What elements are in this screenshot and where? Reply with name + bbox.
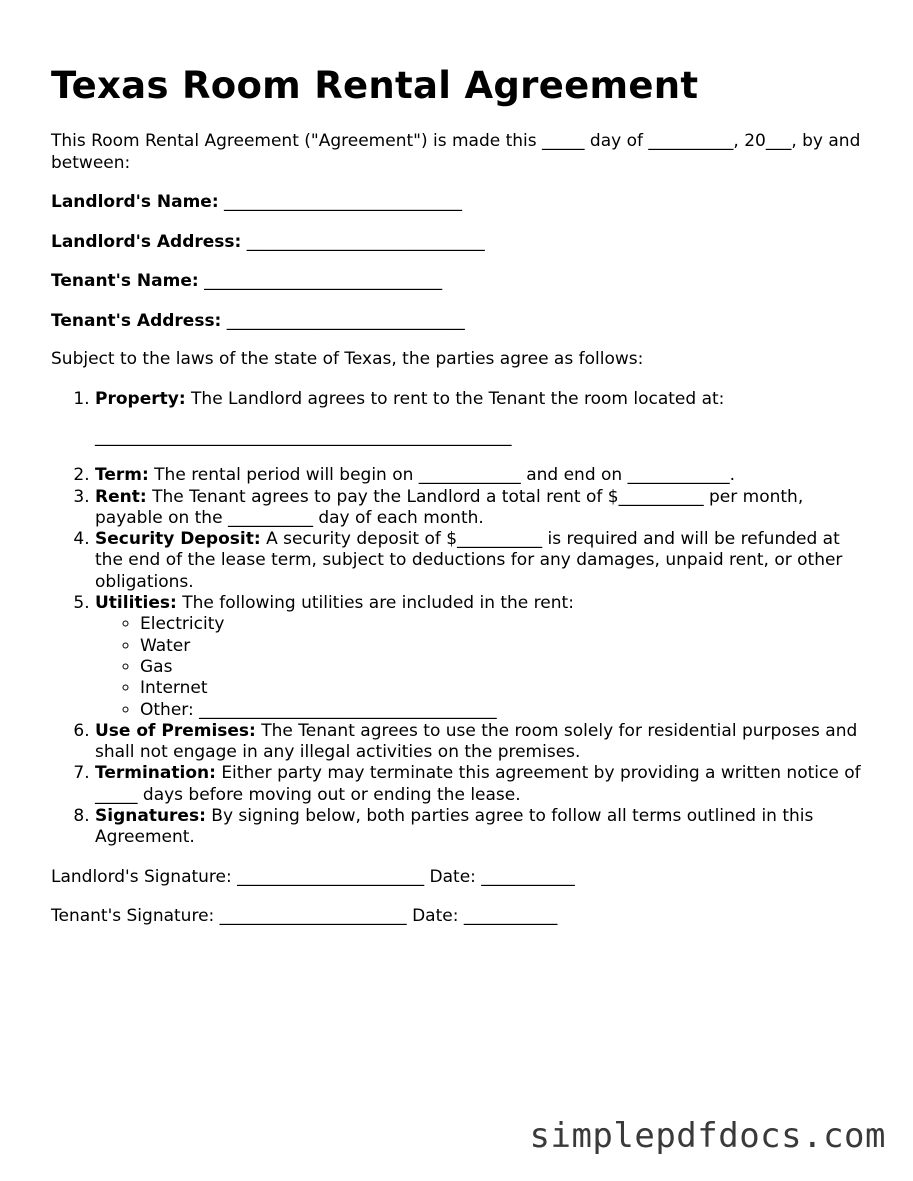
intro-paragraph: This Room Rental Agreement ("Agreement") is made this _____ day of __________, 20___, by and between:: [51, 131, 861, 173]
clause-utilities: [95, 593, 871, 721]
clause-security-deposit: [95, 529, 871, 593]
clause-rent: [95, 487, 871, 530]
landlord-name-field: [51, 192, 871, 214]
tenant-name-field: [51, 271, 871, 293]
tenant-address-blank: ____________________________: [226, 310, 465, 331]
clause-signatures-text: By signing below, both parties agree to follow all terms outlined in this Agreement.: [95, 806, 814, 848]
clause-termination-heading: Termination:: [95, 763, 216, 784]
subject-paragraph: Subject to the laws of the state of Texas, the parties agree as follows:: [51, 349, 644, 369]
utilities-list: [95, 614, 871, 720]
landlord-address-field: [51, 232, 871, 254]
landlord-name-label: Landlord's Name:: [51, 192, 219, 212]
document-title: Texas Room Rental Agreement: [51, 64, 699, 107]
document-page: [51, 62, 871, 928]
clause-termination: [95, 763, 871, 806]
utility-item: ◦ Other: ___________________________________: [140, 700, 871, 721]
clause-deposit-heading: Security Deposit:: [95, 529, 261, 550]
clause-list: [51, 389, 871, 849]
utility-item: ◦ Water: [140, 636, 871, 657]
tenant-name-blank: ____________________________: [204, 271, 443, 291]
clause-term-text: The rental period will begin on ____________ and end on ____________.: [154, 465, 736, 486]
utility-item: ◦ Internet: [140, 678, 871, 699]
utility-item: ◦ Electricity: [140, 614, 871, 635]
utility-item: ◦ Gas: [140, 657, 871, 678]
watermark-text: simplepdfdocs.com: [529, 1116, 886, 1156]
clause-term-heading: Term:: [95, 465, 149, 486]
property-address-blank: _________________________________________________: [95, 426, 512, 447]
clause-use-heading: Use of Premises:: [95, 720, 256, 741]
clause-use-text: The Tenant agrees to use the room solely for residential purposes and shall not engage in any illegal activities on the premises.: [95, 720, 858, 763]
landlord-address-blank: ____________________________: [246, 231, 485, 252]
clause-property: [95, 389, 871, 449]
tenant-address-field: [51, 311, 871, 333]
tenant-name-label: Tenant's Name:: [51, 271, 199, 291]
clause-utilities-heading: Utilities:: [95, 593, 177, 614]
clause-deposit-text: A security deposit of $__________ is required and will be refunded at the end of the lease term, subject to deductions for any damages, unpaid rent, or other obligations.: [95, 529, 843, 592]
clause-term: [95, 465, 871, 486]
clause-rent-heading: Rent:: [95, 486, 147, 507]
landlord-signature-line: Landlord's Signature: ______________________ Date: ___________: [51, 866, 575, 887]
landlord-address-label: Landlord's Address:: [51, 231, 242, 252]
clause-property-heading: Property:: [95, 388, 186, 409]
tenant-address-label: Tenant's Address:: [51, 310, 222, 331]
clause-termination-text: Either party may terminate this agreement by providing a written notice of _____ days before moving out or ending the lease.: [95, 763, 861, 805]
clause-use-of-premises: [95, 721, 871, 764]
tenant-signature-line: Tenant's Signature: ______________________ Date: ___________: [51, 906, 558, 927]
clause-property-text: The Landlord agrees to rent to the Tenant the room located at:: [191, 388, 725, 409]
clause-signatures: [95, 806, 871, 849]
clause-signatures-heading: Signatures:: [95, 806, 206, 827]
clause-rent-text: The Tenant agrees to pay the Landlord a total rent of $__________ per month, payable on the __________ day of each month.: [95, 486, 804, 528]
clause-utilities-text: The following utilities are included in the rent:: [182, 593, 574, 614]
landlord-name-blank: ____________________________: [224, 192, 463, 212]
